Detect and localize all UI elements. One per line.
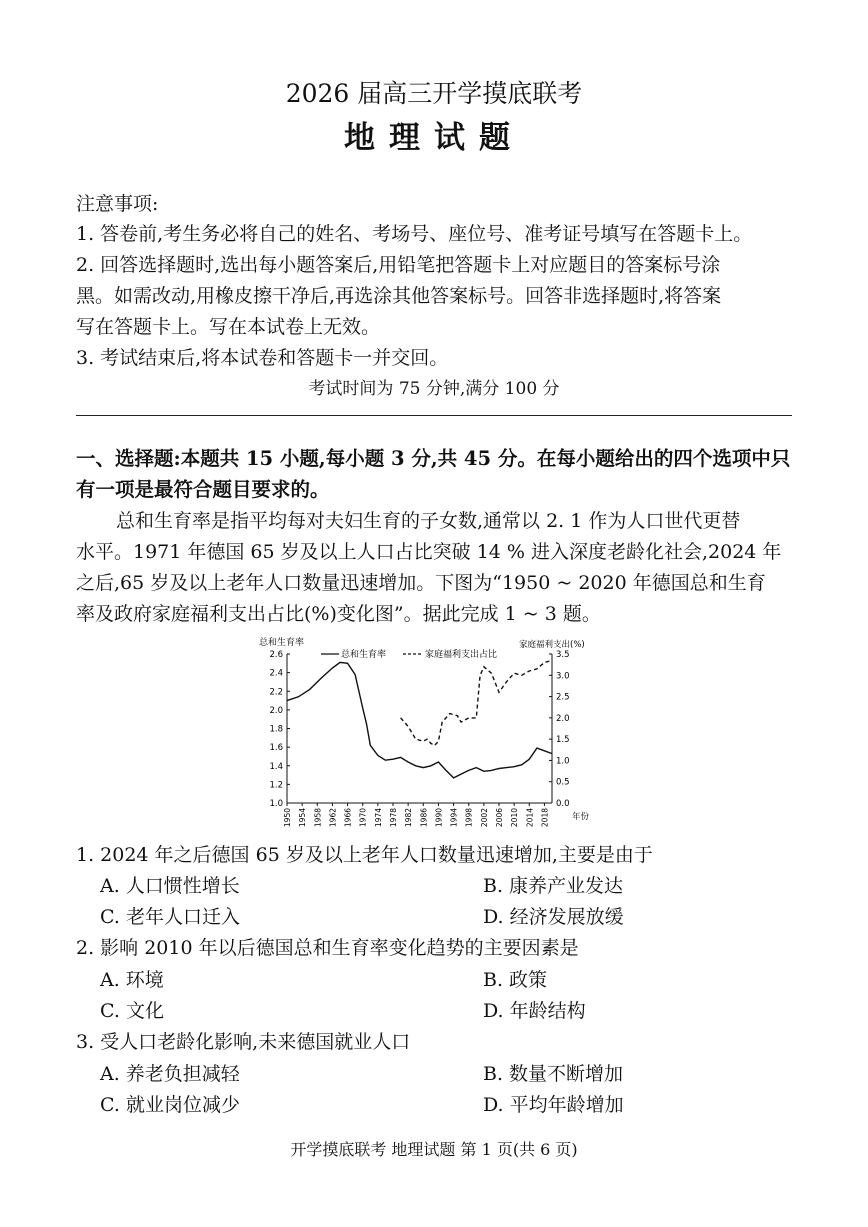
- welfare-spending-line: [401, 660, 552, 745]
- legend: [321, 648, 497, 660]
- left-tick-label: 2.0: [269, 705, 283, 716]
- divider: [76, 415, 792, 416]
- fertility-welfare-chart: [255, 636, 600, 836]
- option-a[interactable]: A. 环境: [100, 969, 164, 991]
- left-tick-label: 2.2: [269, 687, 283, 698]
- x-tick-label: 2002: [479, 808, 489, 828]
- intro-text: 总和生育率是指平均每对夫妇生育的子女数,通常以 2. 1 作为人口世代更替: [116, 510, 741, 532]
- option-a[interactable]: A. 人口惯性增长: [100, 875, 240, 897]
- x-tick-label: 2018: [540, 808, 550, 828]
- x-tick-label: 2010: [510, 808, 520, 828]
- x-tick-label: 1962: [328, 808, 338, 828]
- exam-title: 2026 届高三开学摸底联考: [285, 79, 583, 108]
- notice-line: 3. 考试结束后,将本试卷和答题卡一并交回。: [76, 347, 449, 369]
- x-tick-label: 1994: [449, 808, 459, 828]
- notice-line: 黑。如需改动,用橡皮擦干净后,再选涂其他答案标号。回答非选择题时,将答案: [76, 285, 722, 307]
- x-tick-label: 1966: [343, 808, 353, 828]
- notice-heading: 注意事项:: [76, 193, 159, 215]
- x-tick-label: 1998: [464, 808, 474, 828]
- right-tick-label: 1.5: [556, 735, 570, 746]
- exam-time: 考试时间为 75 分钟,满分 100 分: [308, 379, 560, 399]
- notice-line: 1. 答卷前,考生务必将自己的姓名、考场号、座位号、准考证号填写在答题卡上。: [76, 223, 753, 245]
- intro-text: 率及政府家庭福利支出占比(%)变化图”。据此完成 1 ~ 3 题。: [76, 603, 601, 625]
- right-tick-label: 2.0: [556, 713, 570, 724]
- x-tick-label: 1982: [404, 808, 414, 828]
- right-axis-title: 家庭福利支出(%): [519, 640, 585, 650]
- left-tick-label: 1.0: [269, 799, 283, 809]
- left-axis-title: 总和生育率: [259, 638, 305, 648]
- option-d[interactable]: D. 平均年龄增加: [483, 1094, 624, 1116]
- question-stem: 2. 影响 2010 年以后德国总和生育率变化趋势的主要因素是: [76, 937, 579, 959]
- x-tick-label: 1986: [419, 808, 429, 828]
- right-tick-label: 0.0: [556, 799, 570, 809]
- x-tick-label: 1950: [283, 808, 292, 828]
- left-tick-label: 1.4: [269, 761, 283, 772]
- x-tick-label: 1990: [434, 808, 444, 828]
- x-axis-label: 年份: [572, 812, 590, 822]
- option-b[interactable]: B. 数量不断增加: [483, 1063, 624, 1085]
- right-tick-label: 3.0: [556, 671, 570, 682]
- page-footer: 开学摸底联考 地理试题 第 1 页(共 6 页): [290, 1140, 578, 1159]
- question-stem: 1. 2024 年之后德国 65 岁及以上老年人口数量迅速增加,主要是由于: [76, 844, 653, 866]
- option-a[interactable]: A. 养老负担减轻: [100, 1063, 240, 1085]
- right-tick-label: 0.5: [556, 777, 570, 788]
- section-heading: 一、选择题:本题共 15 小题,每小题 3 分,共 45 分。在每小题给出的四个选项中只: [76, 447, 791, 470]
- x-tick-label: 1970: [358, 808, 368, 828]
- right-tick-label: 2.5: [556, 692, 570, 703]
- left-tick-label: 1.6: [269, 743, 283, 754]
- right-tick-label: 1.0: [556, 756, 570, 767]
- option-b[interactable]: B. 康养产业发达: [483, 875, 624, 897]
- question-stem: 3. 受人口老龄化影响,未来德国就业人口: [76, 1031, 411, 1053]
- x-tick-label: 2006: [495, 808, 504, 828]
- left-tick-label: 2.6: [269, 650, 283, 660]
- legend-label: 家庭福利支出占比: [425, 650, 498, 660]
- left-tick-label: 1.8: [269, 724, 283, 735]
- fertility-rate-line: [287, 662, 552, 778]
- option-d[interactable]: D. 经济发展放缓: [483, 906, 624, 928]
- intro-text: 之后,65 岁及以上老年人口数量迅速增加。下图为“1950 ~ 2020 年德国总和生育: [76, 572, 766, 594]
- option-d[interactable]: D. 年龄结构: [483, 1000, 586, 1022]
- subject-title: 地理试题: [344, 120, 524, 156]
- legend-label: 总和生育率: [341, 650, 387, 660]
- section-heading: 有一项是最符合题目要求的。: [76, 478, 330, 501]
- notice-line: 2. 回答选择题时,选出每小题答案后,用铅笔把答题卡上对应题目的答案标号涂: [76, 254, 721, 276]
- x-tick-label: 1974: [373, 808, 383, 828]
- left-tick-label: 2.4: [269, 668, 283, 679]
- x-tick-label: 1978: [389, 808, 398, 828]
- option-b[interactable]: B. 政策: [483, 969, 548, 991]
- intro-text: 水平。1971 年德国 65 岁及以上人口占比突破 14 % 进入深度老龄化社会,2024 年: [76, 541, 782, 563]
- left-tick-label: 1.2: [269, 780, 283, 791]
- option-c[interactable]: C. 老年人口迁入: [100, 906, 240, 928]
- notice-line: 写在答题卡上。写在本试卷上无效。: [76, 316, 381, 338]
- x-tick-label: 1958: [313, 808, 323, 828]
- x-tick-label: 2014: [525, 808, 535, 828]
- option-c[interactable]: C. 就业岗位减少: [100, 1094, 240, 1116]
- right-tick-label: 3.5: [556, 650, 570, 660]
- option-c[interactable]: C. 文化: [100, 1000, 164, 1022]
- x-tick-label: 1954: [298, 808, 308, 828]
